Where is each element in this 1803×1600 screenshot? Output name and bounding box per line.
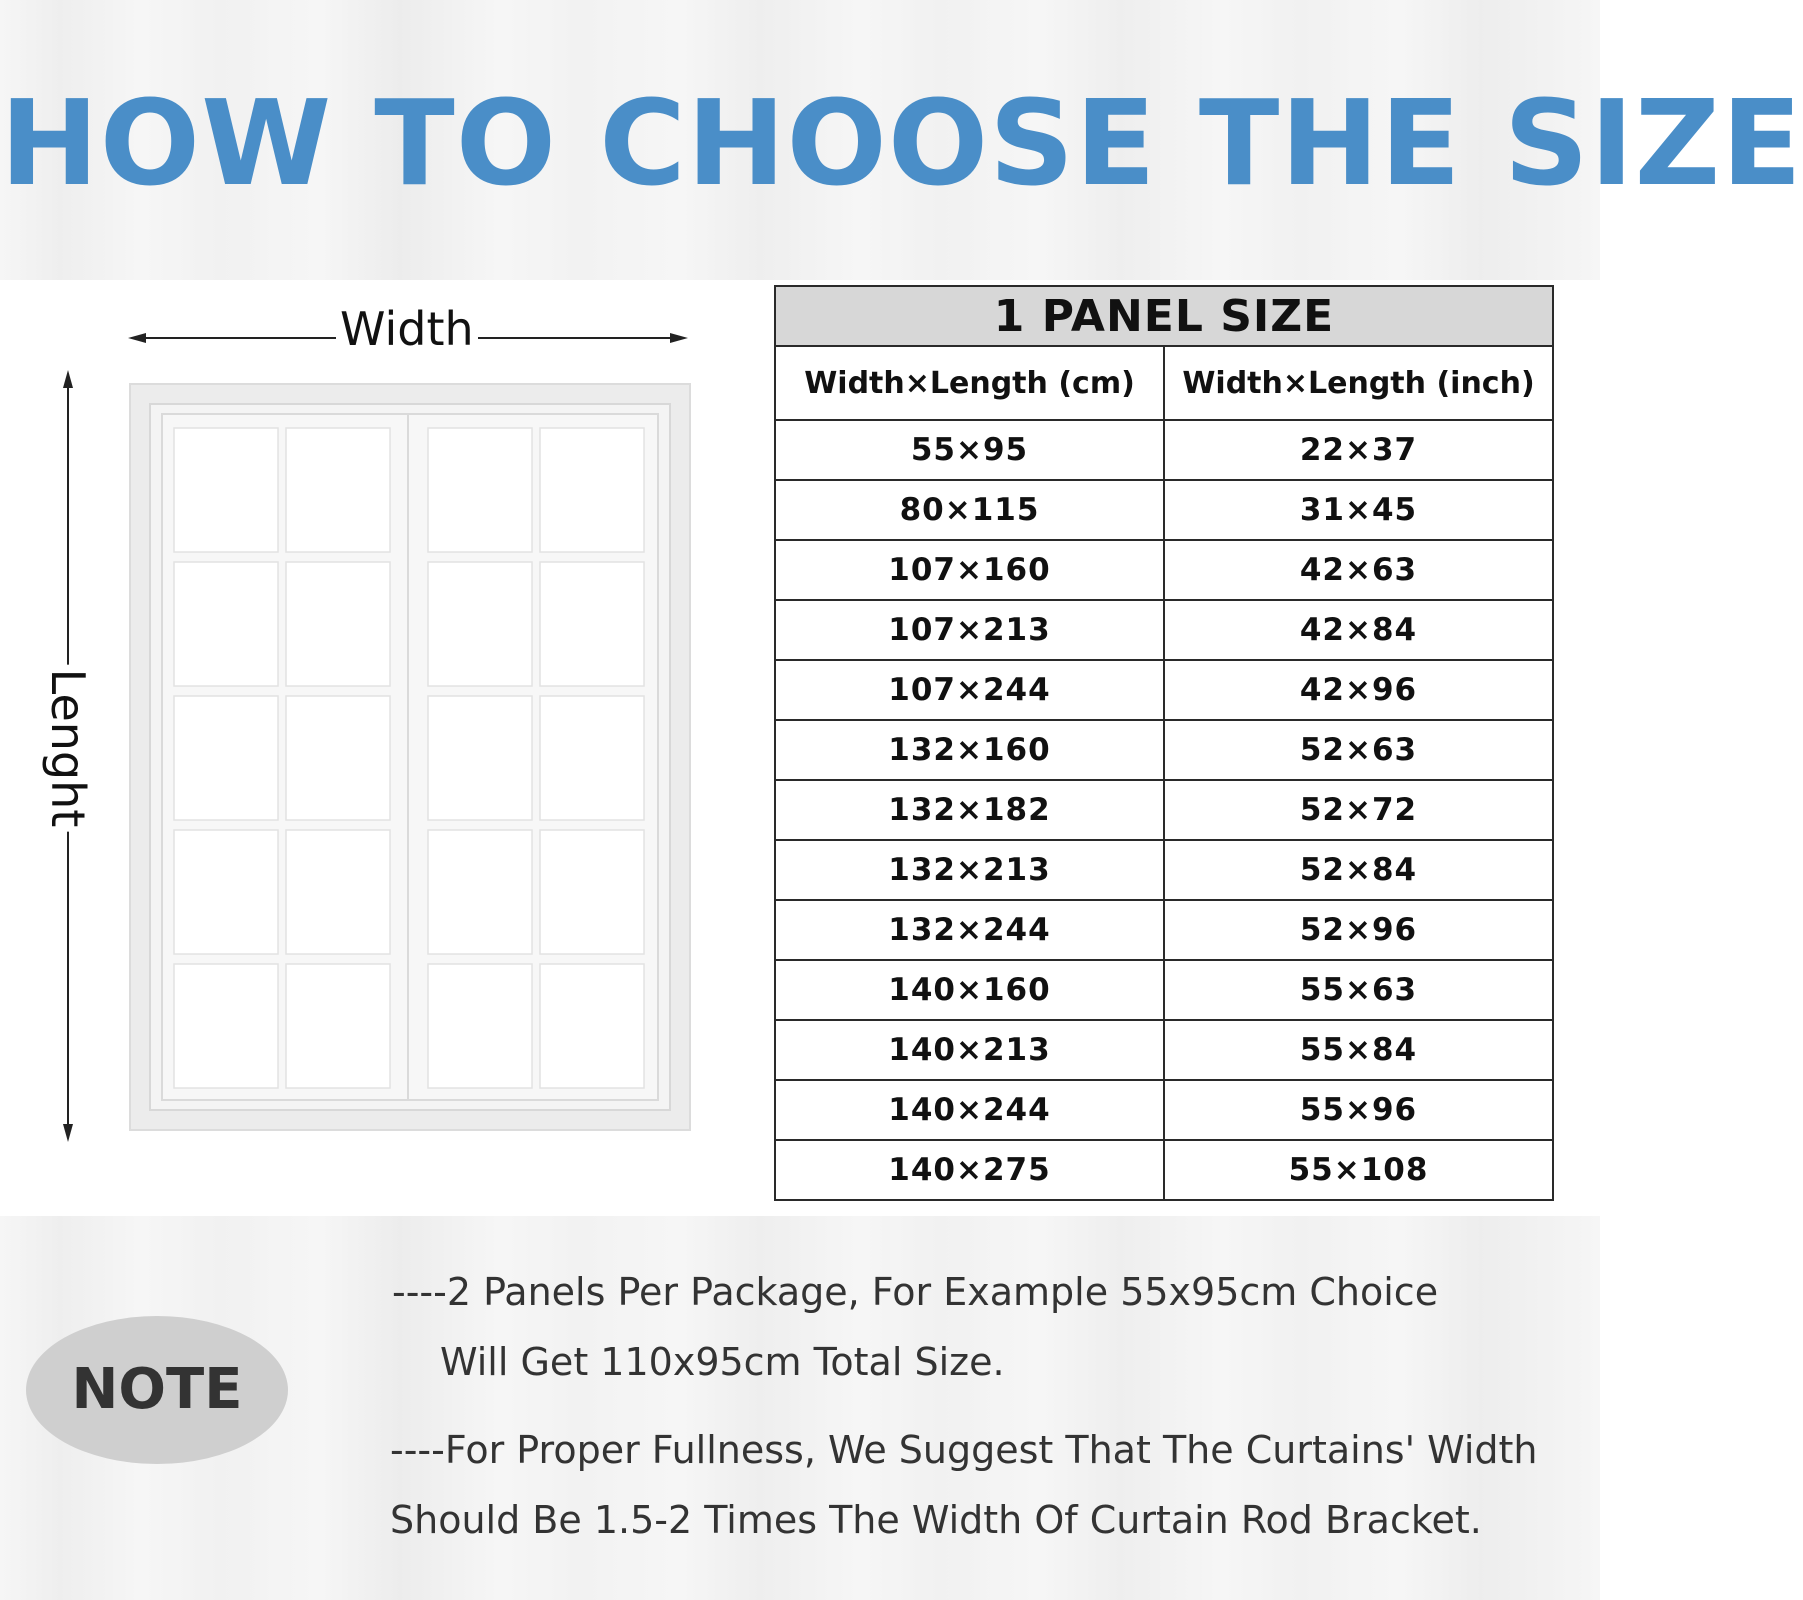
table-header-row xyxy=(775,346,1553,420)
table-row xyxy=(775,900,1553,960)
table-row xyxy=(775,720,1553,780)
table-row xyxy=(775,1080,1553,1140)
table-row xyxy=(775,1140,1553,1200)
table-row xyxy=(775,420,1553,480)
cell-inch: 55×96 xyxy=(1164,1080,1553,1140)
table-row xyxy=(775,600,1553,660)
cell-cm: 132×182 xyxy=(775,780,1164,840)
note-line-4: Should Be 1.5-2 Times The Width Of Curtain Rod Bracket. xyxy=(390,1498,1482,1542)
cell-cm: 140×160 xyxy=(775,960,1164,1020)
cell-cm: 107×244 xyxy=(775,660,1164,720)
cell-inch: 42×63 xyxy=(1164,540,1553,600)
table-row xyxy=(775,540,1553,600)
cell-inch: 55×84 xyxy=(1164,1020,1553,1080)
cell-inch: 52×63 xyxy=(1164,720,1553,780)
cell-inch: 52×96 xyxy=(1164,900,1553,960)
table-row xyxy=(775,780,1553,840)
cell-cm: 132×244 xyxy=(775,900,1164,960)
note-line-2: Will Get 110x95cm Total Size. xyxy=(440,1340,1005,1384)
length-label: Lenght xyxy=(45,665,91,832)
cell-cm: 132×213 xyxy=(775,840,1164,900)
cell-cm: 107×160 xyxy=(775,540,1164,600)
window-illustration xyxy=(130,384,690,1130)
table-row xyxy=(775,960,1553,1020)
cell-inch: 42×84 xyxy=(1164,600,1553,660)
note-label: NOTE xyxy=(71,1357,243,1422)
cell-inch: 22×37 xyxy=(1164,420,1553,480)
cell-cm: 107×213 xyxy=(775,600,1164,660)
cell-inch: 52×72 xyxy=(1164,780,1553,840)
cell-inch: 55×108 xyxy=(1164,1140,1553,1200)
window-diagram xyxy=(0,280,760,1160)
cell-inch: 52×84 xyxy=(1164,840,1553,900)
table-row xyxy=(775,1020,1553,1080)
cell-cm: 140×213 xyxy=(775,1020,1164,1080)
table-title-row xyxy=(775,286,1553,346)
cell-inch: 55×63 xyxy=(1164,960,1553,1020)
column-header-cm: Width×Length (cm) xyxy=(775,346,1164,420)
page-title: HOW TO CHOOSE THE SIZE xyxy=(0,74,1803,212)
cell-inch: 42×96 xyxy=(1164,660,1553,720)
table-row xyxy=(775,660,1553,720)
note-line-1: ----2 Panels Per Package, For Example 55x95cm Choice xyxy=(392,1270,1439,1314)
column-header-inch: Width×Length (inch) xyxy=(1164,346,1553,420)
cell-cm: 55×95 xyxy=(775,420,1164,480)
cell-inch: 31×45 xyxy=(1164,480,1553,540)
table-row xyxy=(775,480,1553,540)
cell-cm: 80×115 xyxy=(775,480,1164,540)
cell-cm: 132×160 xyxy=(775,720,1164,780)
cell-cm: 140×275 xyxy=(775,1140,1164,1200)
note-line-3: ----For Proper Fullness, We Suggest That The Curtains' Width xyxy=(390,1428,1538,1472)
cell-cm: 140×244 xyxy=(775,1080,1164,1140)
size-table xyxy=(774,285,1554,1201)
table-row xyxy=(775,840,1553,900)
table-title: 1 PANEL SIZE xyxy=(775,286,1553,346)
width-label: Width xyxy=(336,306,478,352)
